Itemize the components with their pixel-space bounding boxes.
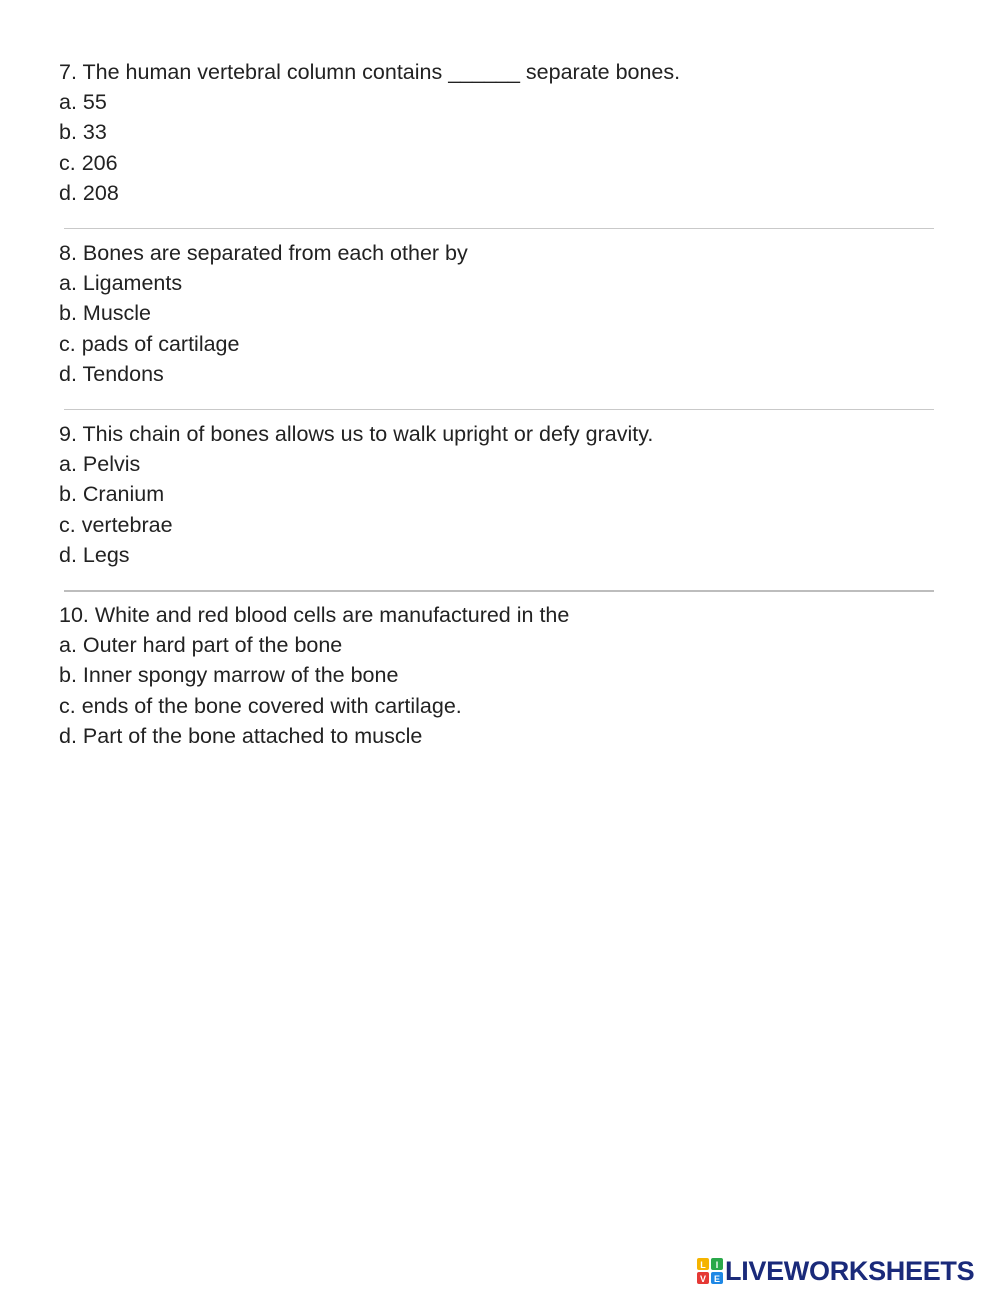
logo-letter-l: L — [700, 1260, 706, 1270]
question-7-option-b: b. 33 — [59, 120, 107, 145]
question-7-stem: 7. The human vertebral column contains ______ separate bones. — [59, 60, 681, 84]
question-10-option-c: c. ends of the bone covered with cartilage. — [59, 693, 462, 718]
brand-text: LIVEWORKSHEETS — [725, 1256, 975, 1286]
question-10-stem: 10. White and red blood cells are manufactured in the — [59, 603, 570, 627]
logo-letter-v: V — [699, 1274, 707, 1284]
question-7-option-a: a. 55 — [59, 90, 107, 115]
question-7-option-c: c. 206 — [59, 150, 118, 175]
question-10-option-b: b. Inner spongy marrow of the bone — [59, 663, 399, 688]
divider — [64, 590, 934, 592]
question-10-option-d: d. Part of the bone attached to muscle — [59, 723, 423, 748]
question-7-option-d: d. 208 — [59, 180, 119, 205]
question-9-stem: 9. This chain of bones allows us to walk upright or defy gravity. — [59, 422, 654, 446]
question-8-option-a: a. Ligaments — [59, 271, 183, 296]
question-9-option-a: a. Pelvis — [59, 452, 141, 477]
question-8-option-b: b. Muscle — [59, 301, 152, 326]
logo-letter-i: I — [715, 1260, 719, 1270]
question-8-option-c: c. pads of cartilage — [59, 331, 240, 356]
question-7 — [59, 57, 939, 208]
question-9-option-b: b. Cranium — [59, 482, 165, 507]
question-10 — [59, 600, 939, 751]
question-9-option-d: d. Legs — [59, 542, 130, 567]
question-9 — [59, 419, 939, 570]
question-10-option-a: a. Outer hard part of the bone — [59, 633, 343, 658]
liveworksheets-logo-icon — [697, 1258, 723, 1284]
question-8-stem: 8. Bones are separated from each other by — [59, 241, 468, 265]
divider — [64, 228, 934, 229]
divider — [64, 409, 934, 410]
question-8 — [59, 238, 939, 389]
logo-letter-e: E — [713, 1274, 721, 1284]
question-9-option-c: c. vertebrae — [59, 512, 173, 537]
liveworksheets-brand — [697, 1258, 974, 1284]
question-8-option-d: d. Tendons — [59, 361, 164, 386]
